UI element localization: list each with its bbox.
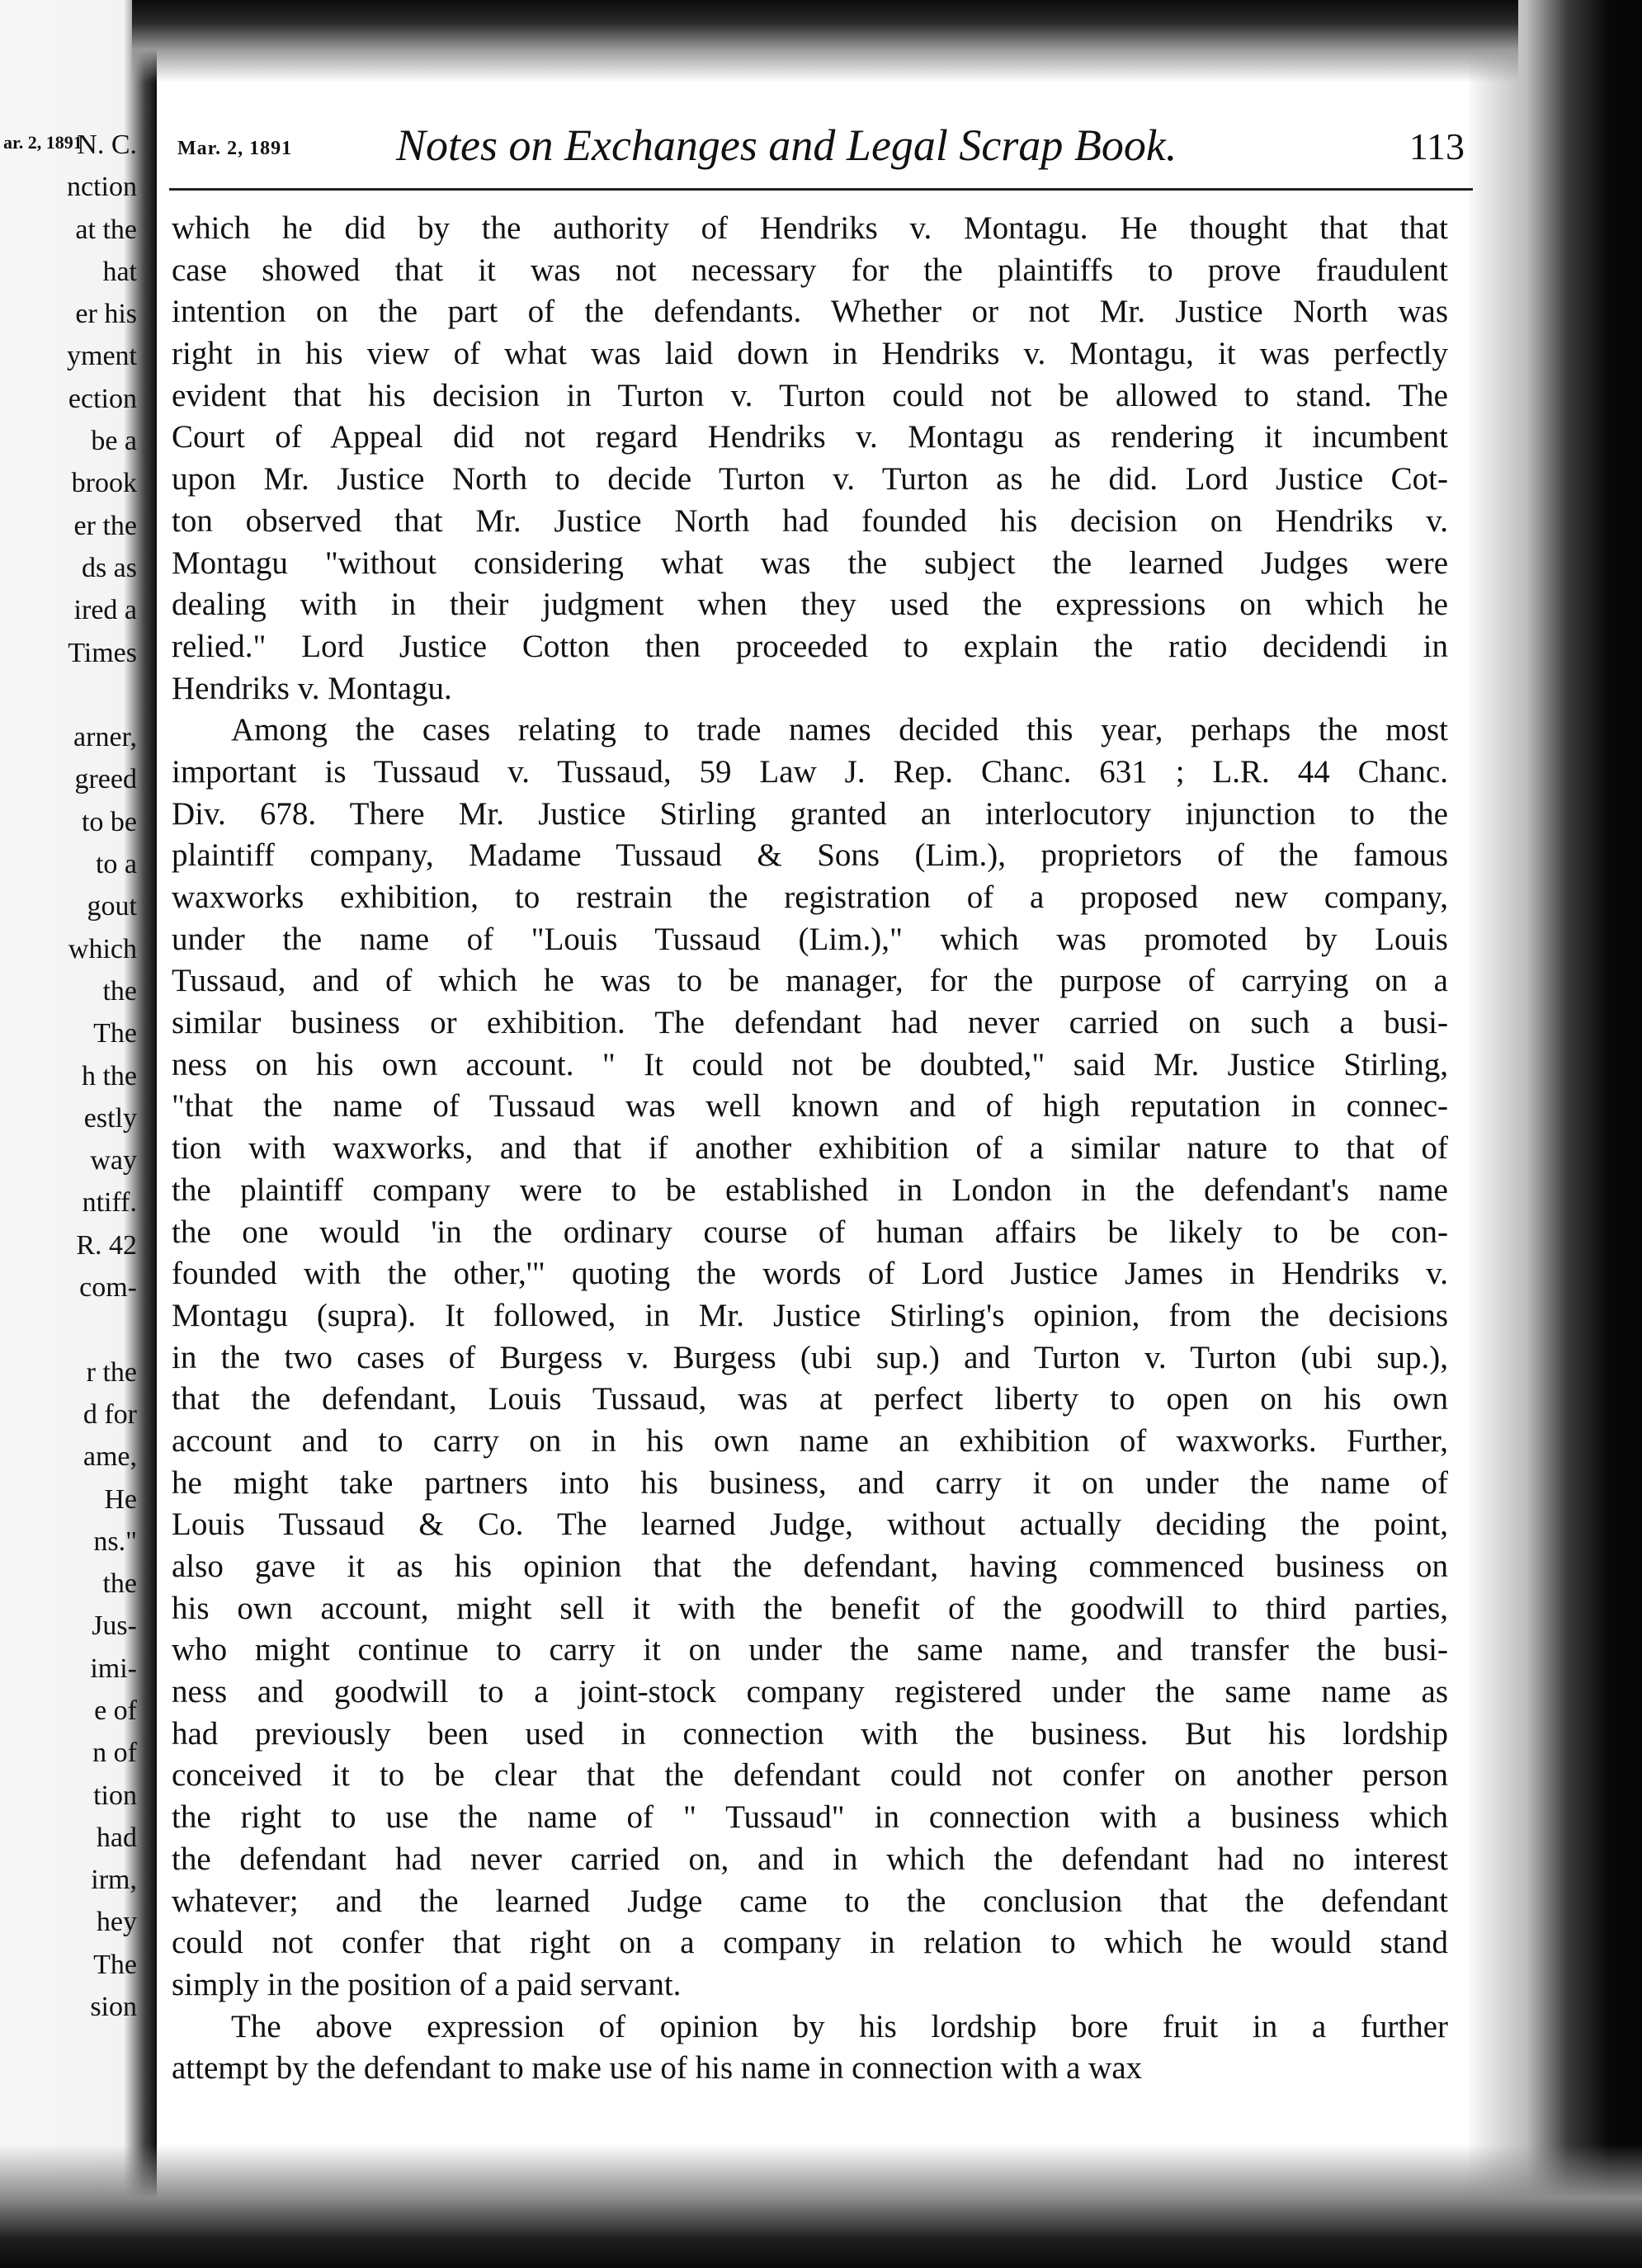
text-line: similar business or exhibition. The defendant had never carried on such a busi- <box>172 1005 1448 1041</box>
text-line: account and to carry on in his own name an exhibition of waxworks. Further, <box>172 1422 1448 1459</box>
text-line: dealing with in their judgment when they used the expressions on which he <box>172 587 1448 623</box>
text-line: the one would 'in the ordinary course of human affairs be likely to be con- <box>172 1214 1448 1250</box>
text-line: The above expression of opinion by his lordship bore fruit in a further <box>231 2008 1448 2044</box>
margin-fragment: N. C. <box>77 130 137 160</box>
margin-fragment: The <box>93 1949 137 1980</box>
text-line: "that the name of Tussaud was well known and of high reputation in connec- <box>172 1088 1448 1125</box>
text-line: Louis Tussaud & Co. The learned Judge, without actually deciding the point, <box>172 1506 1448 1543</box>
margin-fragment: estly <box>83 1102 137 1134</box>
text-line: conceived it to be clear that the defendant could not confer on another person <box>172 1757 1448 1794</box>
margin-fragment: ds as <box>81 552 137 583</box>
margin-fragment: yment <box>67 341 137 372</box>
scan-bottom-border <box>0 2144 1642 2268</box>
margin-fragment: ection <box>68 383 137 414</box>
text-line: had previously been used in connection with the business. But his lordship <box>172 1715 1448 1752</box>
text-line: whatever; and the learned Judge came to the conclusion that the defendant <box>172 1883 1448 1919</box>
margin-fragment <box>5 1308 137 1351</box>
margin-fragment: at the <box>75 214 137 245</box>
margin-fragment: irm, <box>91 1865 137 1896</box>
margin-fragment: sion <box>90 1992 137 2023</box>
margin-fragment: the <box>102 1568 137 1600</box>
text-line: under the name of "Louis Tussaud (Lim.)," which was promoted by Louis <box>172 921 1448 957</box>
text-line: upon Mr. Justice North to decide Turton v. Turton as he did. Lord Justice Cot- <box>172 461 1448 497</box>
text-line: which he did by the authority of Hendriks v. Montagu. He thought that that <box>172 210 1448 246</box>
text-line: the defendant had never carried on, and in which the defendant had no interest <box>172 1841 1448 1877</box>
text-line: ness and goodwill to a joint-stock company registered under the same name as <box>172 1674 1448 1710</box>
margin-fragment: which <box>68 933 137 964</box>
text-line: case showed that it was not necessary for the plaintiffs to prove fraudulent <box>172 252 1448 288</box>
margin-fragment: arner, <box>73 722 137 753</box>
margin-fragment: the <box>102 975 137 1007</box>
previous-page-margin-text <box>5 124 137 2028</box>
text-line: simply in the position of a paid servant. <box>172 1966 682 2002</box>
margin-fragment: way <box>90 1145 137 1176</box>
margin-fragment: er his <box>75 299 137 330</box>
text-line: the plaintiff company were to be established in London in the defendant's name <box>172 1172 1448 1208</box>
previous-page-header-fragment: ar. 2, 1891 <box>3 132 83 153</box>
text-line: Tussaud, and of which he was to be manager, for the purpose of carrying on a <box>172 963 1448 999</box>
margin-fragment: h the <box>81 1060 137 1092</box>
margin-fragment: brook <box>71 468 137 499</box>
text-line: the right to use the name of " Tussaud" in connection with a business which <box>172 1799 1448 1836</box>
margin-fragment: had <box>96 1822 137 1853</box>
margin-fragment: Times <box>68 637 137 668</box>
margin-fragment: imi- <box>90 1653 137 1684</box>
text-line: ton observed that Mr. Justice North had founded his decision on Hendriks v. <box>172 502 1448 539</box>
margin-fragment: tion <box>93 1780 137 1811</box>
margin-fragment: He <box>104 1483 137 1515</box>
text-line: relied." Lord Justice Cotton then proceeded to explain the ratio decidendi in <box>172 628 1448 664</box>
margin-fragment: er the <box>73 510 137 541</box>
margin-fragment: to be <box>81 806 137 837</box>
page-header <box>177 120 1465 177</box>
text-line: Among the cases relating to trade names decided this year, perhaps the most <box>231 712 1448 748</box>
text-line: right in his view of what was laid down in Hendriks v. Montagu, it was perfectly <box>172 336 1448 372</box>
scan-top-border <box>132 0 1518 83</box>
margin-fragment: ame, <box>83 1441 137 1473</box>
text-line: Montagu (supra). It followed, in Mr. Justice Stirling's opinion, from the decisions <box>172 1297 1448 1333</box>
text-line: founded with the other,'" quoting the words of Lord Justice James in Hendriks v. <box>172 1256 1448 1292</box>
text-line: waxworks exhibition, to restrain the registration of a proposed new company, <box>172 879 1448 915</box>
text-line: Montagu "without considering what was the subject the learned Judges were <box>172 545 1448 581</box>
margin-fragment: d for <box>83 1398 137 1430</box>
margin-fragment: R. 42 <box>76 1229 137 1261</box>
text-line: ness on his own account. " It could not be doubted," said Mr. Justice Stirling, <box>172 1046 1448 1082</box>
article-body <box>172 208 1448 2090</box>
margin-fragment <box>5 674 137 716</box>
page-number: 113 <box>1408 125 1465 167</box>
margin-fragment: ired a <box>73 595 137 626</box>
margin-fragment: gout <box>87 891 137 922</box>
margin-fragment: to a <box>95 849 137 880</box>
text-line: Hendriks v. Montagu. <box>172 670 452 706</box>
text-line: could not confer that right on a company in relation to which he would stand <box>172 1925 1448 1961</box>
margin-fragment: e of <box>94 1695 137 1726</box>
header-date: Mar. 2, 1891 <box>177 138 293 159</box>
text-line: tion with waxworks, and that if another exhibition of a similar nature to that of <box>172 1130 1448 1167</box>
header-rule <box>169 188 1473 191</box>
margin-fragment: r the <box>86 1356 137 1388</box>
text-line: also gave it as his opinion that the defendant, having commenced business on <box>172 1549 1448 1584</box>
margin-fragment: nction <box>67 172 137 203</box>
text-line: his own account, might sell it with the benefit of the goodwill to third parties, <box>172 1590 1448 1626</box>
margin-fragment: hey <box>96 1907 137 1938</box>
text-line: intention on the part of the defendants. Whether or not Mr. Justice North was <box>172 294 1448 330</box>
header-title: Notes on Exchanges and Legal Scrap Book. <box>396 120 1177 170</box>
text-line: in the two cases of Burgess v. Burgess (ubi sup.) and Turton v. Turton (ubi sup.), <box>172 1339 1448 1375</box>
margin-fragment: ns." <box>93 1525 137 1557</box>
margin-fragment: The <box>93 1018 137 1049</box>
margin-fragment: hat <box>102 256 137 287</box>
margin-fragment: be a <box>91 426 137 457</box>
text-line: Court of Appeal did not regard Hendriks v. Montagu as rendering it incumbent <box>172 419 1448 455</box>
margin-fragment: ntiff. <box>82 1187 137 1219</box>
text-line: attempt by the defendant to make use of his name in connection with a wax <box>172 2050 1143 2086</box>
margin-fragment: n of <box>92 1738 137 1769</box>
text-line: Div. 678. There Mr. Justice Stirling granted an interlocutory injunction to the <box>172 795 1448 832</box>
scan-right-border <box>1469 0 1642 2268</box>
text-line: important is Tussaud v. Tussaud, 59 Law J. Rep. Chanc. 631 ; L.R. 44 Chanc. <box>172 753 1448 790</box>
text-line: evident that his decision in Turton v. Turton could not be allowed to stand. The <box>172 377 1448 413</box>
text-line: that the defendant, Louis Tussaud, was at perfect liberty to open on his own <box>172 1381 1448 1417</box>
text-line: he might take partners into his business, and carry it on under the name of <box>172 1464 1448 1501</box>
margin-fragment: Jus- <box>92 1610 137 1642</box>
text-line: plaintiff company, Madame Tussaud & Sons (Lim.), proprietors of the famous <box>172 837 1448 874</box>
margin-fragment: greed <box>74 764 137 795</box>
margin-fragment: com- <box>79 1272 137 1304</box>
text-line: who might continue to carry it on under the same name, and transfer the busi- <box>172 1632 1448 1668</box>
